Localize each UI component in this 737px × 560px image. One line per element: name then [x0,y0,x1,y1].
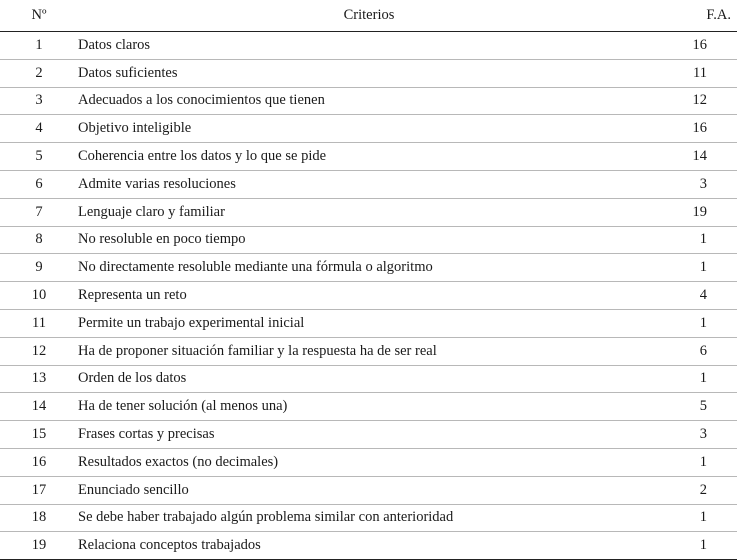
table-row [0,504,737,532]
table-row [0,337,737,365]
table-header-row [0,0,737,32]
table-row [0,421,737,449]
row-frequency: 16 [660,32,737,60]
row-frequency: 1 [660,448,737,476]
row-number: 2 [0,59,78,87]
row-frequency: 1 [660,309,737,337]
header-number: Nº [0,0,78,32]
table-row [0,282,737,310]
row-criterion: Frases cortas y precisas [78,421,660,449]
row-frequency: 1 [660,254,737,282]
row-number: 6 [0,170,78,198]
row-criterion: Objetivo inteligible [78,115,660,143]
row-number: 9 [0,254,78,282]
row-criterion: No resoluble en poco tiempo [78,226,660,254]
row-number: 7 [0,198,78,226]
row-number: 12 [0,337,78,365]
row-criterion: Enunciado sencillo [78,476,660,504]
table-row [0,32,737,60]
row-criterion: Representa un reto [78,282,660,310]
row-criterion: Adecuados a los conocimientos que tienen [78,87,660,115]
table-row [0,198,737,226]
table-row [0,59,737,87]
row-number: 3 [0,87,78,115]
row-criterion: Datos suficientes [78,59,660,87]
row-number: 1 [0,32,78,60]
row-frequency: 2 [660,476,737,504]
row-frequency: 14 [660,143,737,171]
table-row [0,393,737,421]
table-row [0,115,737,143]
row-number: 18 [0,504,78,532]
row-frequency: 1 [660,226,737,254]
row-frequency: 1 [660,365,737,393]
row-criterion: Ha de tener solución (al menos una) [78,393,660,421]
row-number: 17 [0,476,78,504]
row-frequency: 4 [660,282,737,310]
table-row [0,254,737,282]
row-criterion: Datos claros [78,32,660,60]
header-criteria: Criterios [78,0,660,32]
table-row [0,170,737,198]
row-number: 5 [0,143,78,171]
row-frequency: 11 [660,59,737,87]
row-number: 15 [0,421,78,449]
row-criterion: Orden de los datos [78,365,660,393]
table-row [0,476,737,504]
row-number: 19 [0,532,78,560]
row-frequency: 12 [660,87,737,115]
table-row [0,143,737,171]
row-frequency: 5 [660,393,737,421]
row-number: 11 [0,309,78,337]
row-frequency: 16 [660,115,737,143]
row-criterion: Coherencia entre los datos y lo que se pide [78,143,660,171]
row-frequency: 3 [660,421,737,449]
row-number: 13 [0,365,78,393]
row-number: 16 [0,448,78,476]
table-row [0,309,737,337]
row-criterion: Relaciona conceptos trabajados [78,532,660,560]
row-criterion: Permite un trabajo experimental inicial [78,309,660,337]
row-criterion: No directamente resoluble mediante una fórmula o algoritmo [78,254,660,282]
row-frequency: 19 [660,198,737,226]
row-criterion: Lenguaje claro y familiar [78,198,660,226]
row-frequency: 3 [660,170,737,198]
row-number: 14 [0,393,78,421]
header-absolute-frequency: F.A. [660,0,737,32]
row-number: 10 [0,282,78,310]
table-row [0,532,737,560]
row-criterion: Se debe haber trabajado algún problema similar con anterioridad [78,504,660,532]
row-number: 4 [0,115,78,143]
table-row [0,87,737,115]
row-criterion: Ha de proponer situación familiar y la respuesta ha de ser real [78,337,660,365]
row-frequency: 1 [660,532,737,560]
table-body [0,32,737,560]
table-row [0,365,737,393]
row-frequency: 1 [660,504,737,532]
table-row [0,448,737,476]
table-row [0,226,737,254]
row-frequency: 6 [660,337,737,365]
row-criterion: Resultados exactos (no decimales) [78,448,660,476]
row-number: 8 [0,226,78,254]
row-criterion: Admite varias resoluciones [78,170,660,198]
